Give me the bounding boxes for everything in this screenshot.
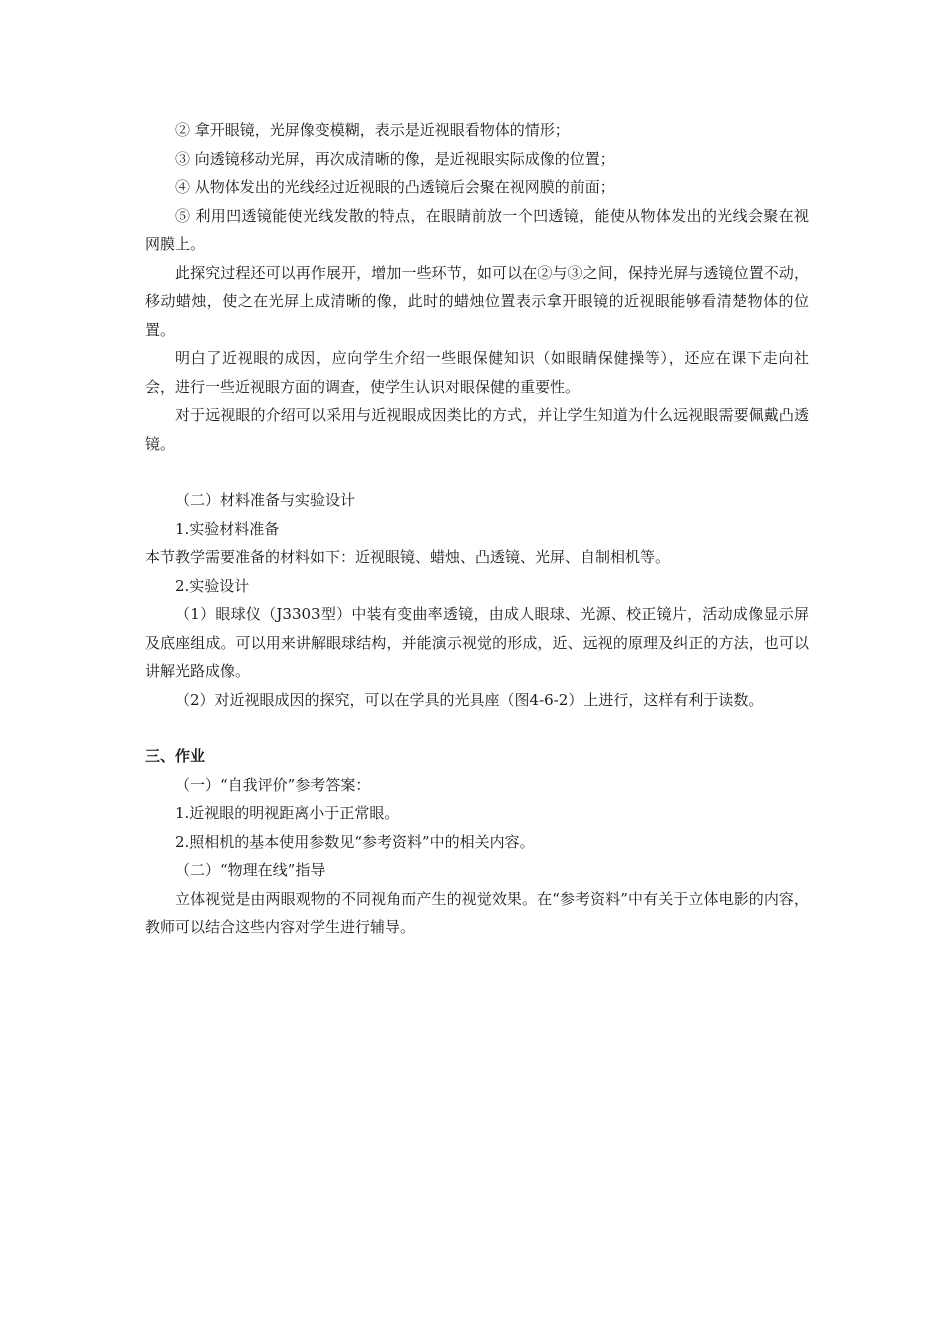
experiment-subtitle: 2.实验设计 bbox=[175, 576, 250, 595]
spacer bbox=[145, 458, 809, 486]
materials-subtitle: 1.实验材料准备 bbox=[175, 519, 280, 538]
physics-online-title: （二）“物理在线”指导 bbox=[175, 861, 326, 879]
step-5-paragraph: ⑤ 利用凹透镜能使光线发散的特点，在眼睛前放一个凹透镜，能使从物体发出的光线会聚在视网膜上。 bbox=[145, 206, 809, 253]
step-4-paragraph: ④ 从物体发出的光线经过近视眼的凸透镜后会聚在视网膜的前面； bbox=[175, 178, 615, 196]
stereo-vision-paragraph: 立体视觉是由两眼观物的不同视角而产生的视觉效果。在“参考资料”中有关于立体电影的内容，教师可以结合这些内容对学生进行辅导。 bbox=[145, 889, 809, 936]
step-3-paragraph: ③ 向透镜移动光屏，再次成清晰的像，是近视眼实际成像的位置； bbox=[175, 149, 615, 168]
section-heading-homework: 三、作业 bbox=[145, 747, 206, 765]
experiment-item-1: （1）眼球仪（J3303型）中装有变曲率透镜，由成人眼球、光源、校正镜片，活动成像显示屏及底座组成。可以用来讲解眼球结构，并能演示视觉的形成，近、远视的原理及纠正的方法，也可以讲解光路成像。 bbox=[145, 605, 809, 680]
hyperopia-paragraph: 对于远视眼的介绍可以采用与近视眼成因类比的方式，并让学生知道为什么远视眼需要佩戴凸透镜。 bbox=[145, 406, 809, 453]
spacer bbox=[145, 714, 809, 742]
document-page bbox=[145, 116, 809, 942]
materials-section-title: （二）材料准备与实验设计 bbox=[175, 491, 356, 509]
answer-2: 2.照相机的基本使用参数见“参考资料”中的相关内容。 bbox=[175, 832, 535, 851]
answer-1: 1.近视眼的明视距离小于正常眼。 bbox=[175, 804, 400, 822]
experiment-item-2: （2）对近视眼成因的探究，可以在学具的光具座（图4-6-2）上进行，这样有利于读数。 bbox=[175, 690, 764, 709]
self-evaluation-title: （一）“自我评价”参考答案： bbox=[175, 775, 371, 794]
extension-paragraph: 此探究过程还可以再作展开，增加一些环节，如可以在②与③之间，保持光屏与透镜位置不动，移动蜡烛，使之在光屏上成清晰的像，此时的蜡烛位置表示拿开眼镜的近视眼能够看清楚物体的位置。 bbox=[145, 263, 809, 339]
eye-care-paragraph: 明白了近视眼的成因，应向学生介绍一些眼保健知识（如眼睛保健操等），还应在课下走向社会，进行一些近视眼方面的调查，使学生认识对眼保健的重要性。 bbox=[145, 349, 809, 396]
step-2-paragraph: ② 拿开眼镜，光屏像变模糊，表示是近视眼看物体的情形； bbox=[175, 121, 570, 139]
materials-list-paragraph: 本节教学需要准备的材料如下：近视眼镜、蜡烛、凸透镜、光屏、自制相机等。 bbox=[145, 548, 671, 566]
